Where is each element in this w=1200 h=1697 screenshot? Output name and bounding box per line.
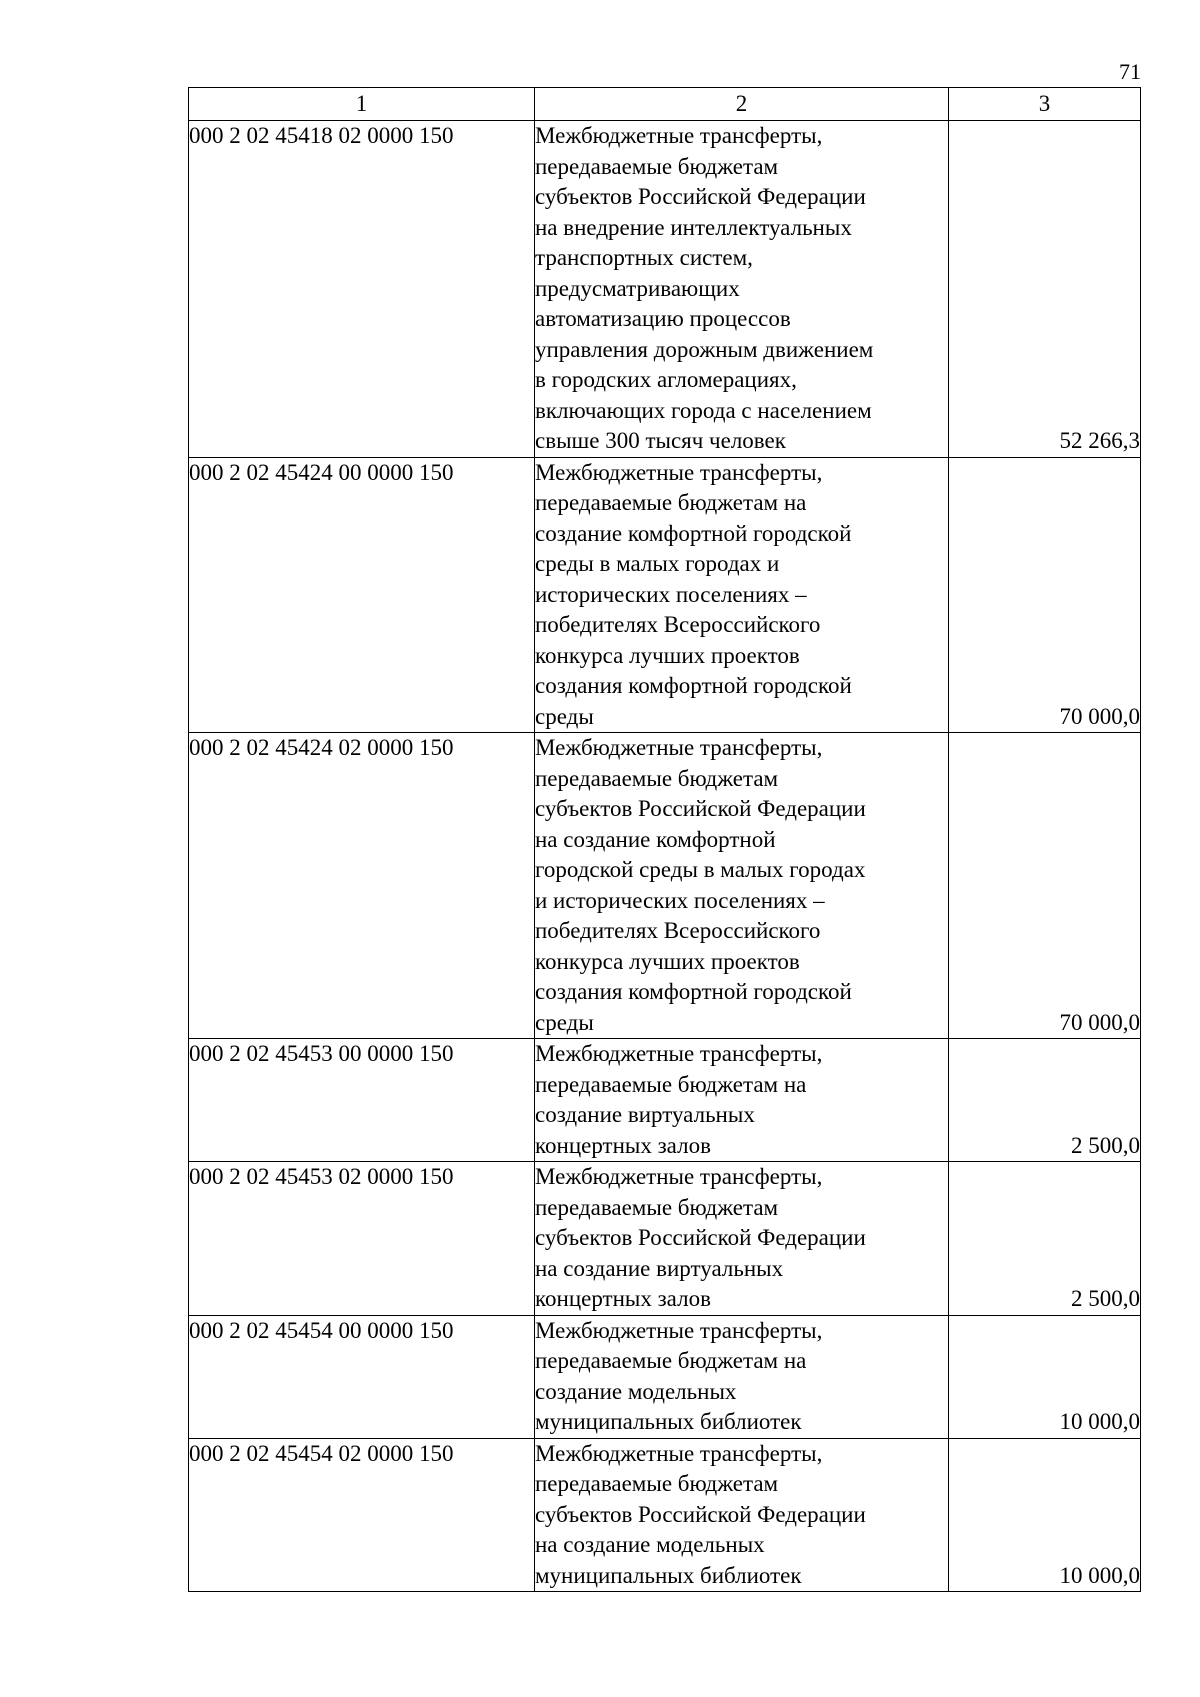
item-description: Межбюджетные трансферты, передаваемые бюджетам на создание комфортной городской среды в малых городах и исторических поселениях – победителях Всероссийского конкурса лучших проектов создания комфортной городской среды [535, 457, 949, 733]
item-amount: 10 000,0 [949, 1315, 1141, 1438]
budget-code: 000 2 02 45418 02 0000 150 [189, 121, 535, 458]
item-amount: 70 000,0 [949, 733, 1141, 1039]
budget-code: 000 2 02 45454 02 0000 150 [189, 1438, 535, 1592]
budget-code: 000 2 02 45453 00 0000 150 [189, 1039, 535, 1162]
table-row [189, 733, 1141, 1039]
budget-code: 000 2 02 45424 02 0000 150 [189, 733, 535, 1039]
budget-table [188, 87, 1141, 1592]
item-description: Межбюджетные трансферты, передаваемые бюджетам субъектов Российской Федерации на внедрение интеллектуальных транспортных систем, предусматривающих автоматизацию процессов управления дорожным движением в городских агломерациях, включающих города с населением свыше 300 тысяч человек [535, 121, 949, 458]
budget-code: 000 2 02 45454 00 0000 150 [189, 1315, 535, 1438]
table-row [189, 121, 1141, 458]
budget-code: 000 2 02 45453 02 0000 150 [189, 1162, 535, 1316]
table-row [189, 1039, 1141, 1162]
item-description: Межбюджетные трансферты, передаваемые бюджетам субъектов Российской Федерации на создание модельных муниципальных библиотек [535, 1438, 949, 1592]
item-amount: 10 000,0 [949, 1438, 1141, 1592]
column-header-2: 2 [535, 88, 949, 121]
table-row [189, 457, 1141, 733]
item-amount: 52 266,3 [949, 121, 1141, 458]
item-amount: 2 500,0 [949, 1162, 1141, 1316]
table-row [189, 1438, 1141, 1592]
item-description: Межбюджетные трансферты, передаваемые бюджетам субъектов Российской Федерации на создание виртуальных концертных залов [535, 1162, 949, 1316]
column-header-1: 1 [189, 88, 535, 121]
table-row [189, 1162, 1141, 1316]
item-description: Межбюджетные трансферты, передаваемые бюджетам на создание модельных муниципальных библиотек [535, 1315, 949, 1438]
budget-code: 000 2 02 45424 00 0000 150 [189, 457, 535, 733]
page-number: 71 [1119, 59, 1141, 84]
item-amount: 2 500,0 [949, 1039, 1141, 1162]
item-description: Межбюджетные трансферты, передаваемые бюджетам на создание виртуальных концертных залов [535, 1039, 949, 1162]
header-row [189, 88, 1141, 121]
column-header-3: 3 [949, 88, 1141, 121]
item-amount: 70 000,0 [949, 457, 1141, 733]
table-row [189, 1315, 1141, 1438]
item-description: Межбюджетные трансферты, передаваемые бюджетам субъектов Российской Федерации на создание комфортной городской среды в малых городах и исторических поселениях – победителях Всероссийского конкурса лучших проектов создания комфортной городской среды [535, 733, 949, 1039]
